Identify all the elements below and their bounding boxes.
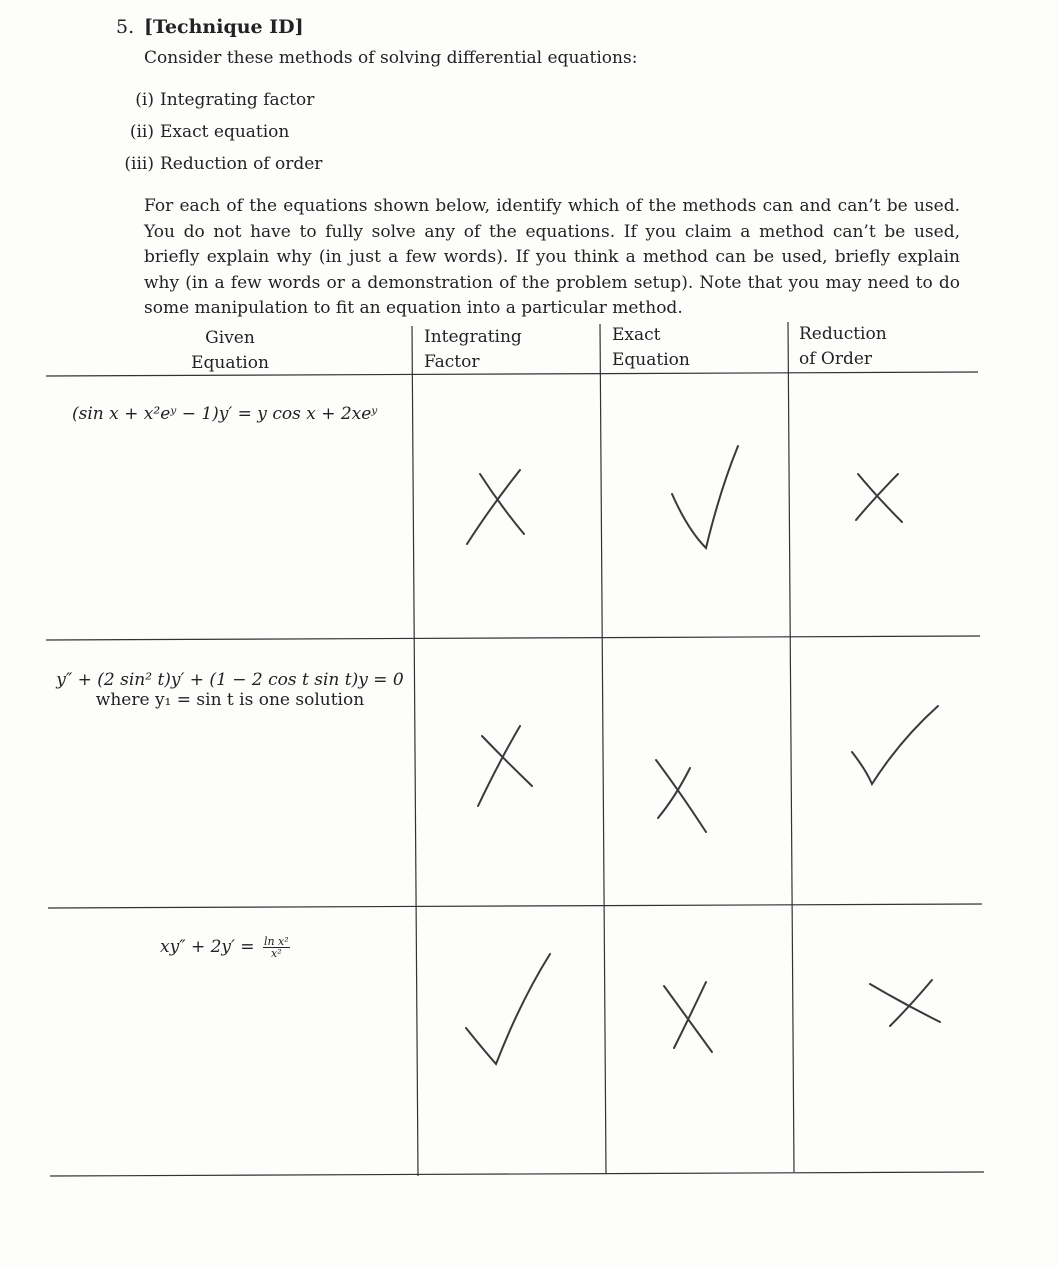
method-roman: (ii) [129, 122, 154, 142]
question-number: 5. [116, 16, 135, 38]
row2-equation: y″ + (2 sin² t)y′ + (1 − 2 cos t sin t)y = 0 [56, 670, 404, 690]
cross-mark-icon [656, 760, 706, 832]
check-mark-icon [672, 446, 738, 548]
method-label: Reduction of order [160, 154, 323, 174]
method-roman: (i) [135, 90, 154, 110]
header-integrating-line2: Factor [424, 352, 480, 372]
header-reduction-line2: of Order [799, 349, 873, 369]
question-title: [Technique ID] [144, 16, 304, 38]
method-roman: (iii) [124, 154, 154, 174]
cross-mark-icon [478, 726, 532, 806]
cross-mark-icon [870, 980, 940, 1026]
cross-mark-icon [664, 982, 712, 1052]
cross-mark-icon [856, 474, 902, 522]
header-exact-line1: Exact [612, 325, 661, 345]
row3-fraction-denominator: x² [270, 947, 282, 960]
header-given-line2: Equation [191, 353, 269, 373]
row3-fraction-numerator: ln x² [263, 935, 289, 948]
row1-equation: (sin x + x²eʸ − 1)y′ = y cos x + 2xeʸ [72, 404, 378, 424]
method-label: Integrating factor [160, 90, 315, 110]
header-exact-line2: Equation [612, 350, 690, 370]
check-mark-icon [852, 706, 938, 784]
method-label: Exact equation [160, 122, 290, 142]
header-given-line1: Given [205, 328, 255, 348]
header-integrating-line1: Integrating [424, 327, 522, 347]
cross-mark-icon [467, 470, 524, 544]
row2-equation-note: where y₁ = sin t is one solution [95, 690, 365, 710]
instructions-paragraph: For each of the equations shown below, identify which of the methods can and can’t be used. You do not have to fully solve any of the equations. If you claim a method can’t be used, briefly explain why (in just a few words). If you think a method can be used, briefly explain why (in a few words or a demonstration of the problem setup). Note that you may need to do some manipulation to fit an equation into a particular method. [144, 196, 960, 318]
question-intro: Consider these methods of solving differential equations: [144, 48, 638, 68]
row3-equation-lhs: xy″ + 2y′ = [160, 937, 260, 957]
header-reduction-line1: Reduction [799, 324, 887, 344]
check-mark-icon [466, 954, 550, 1064]
